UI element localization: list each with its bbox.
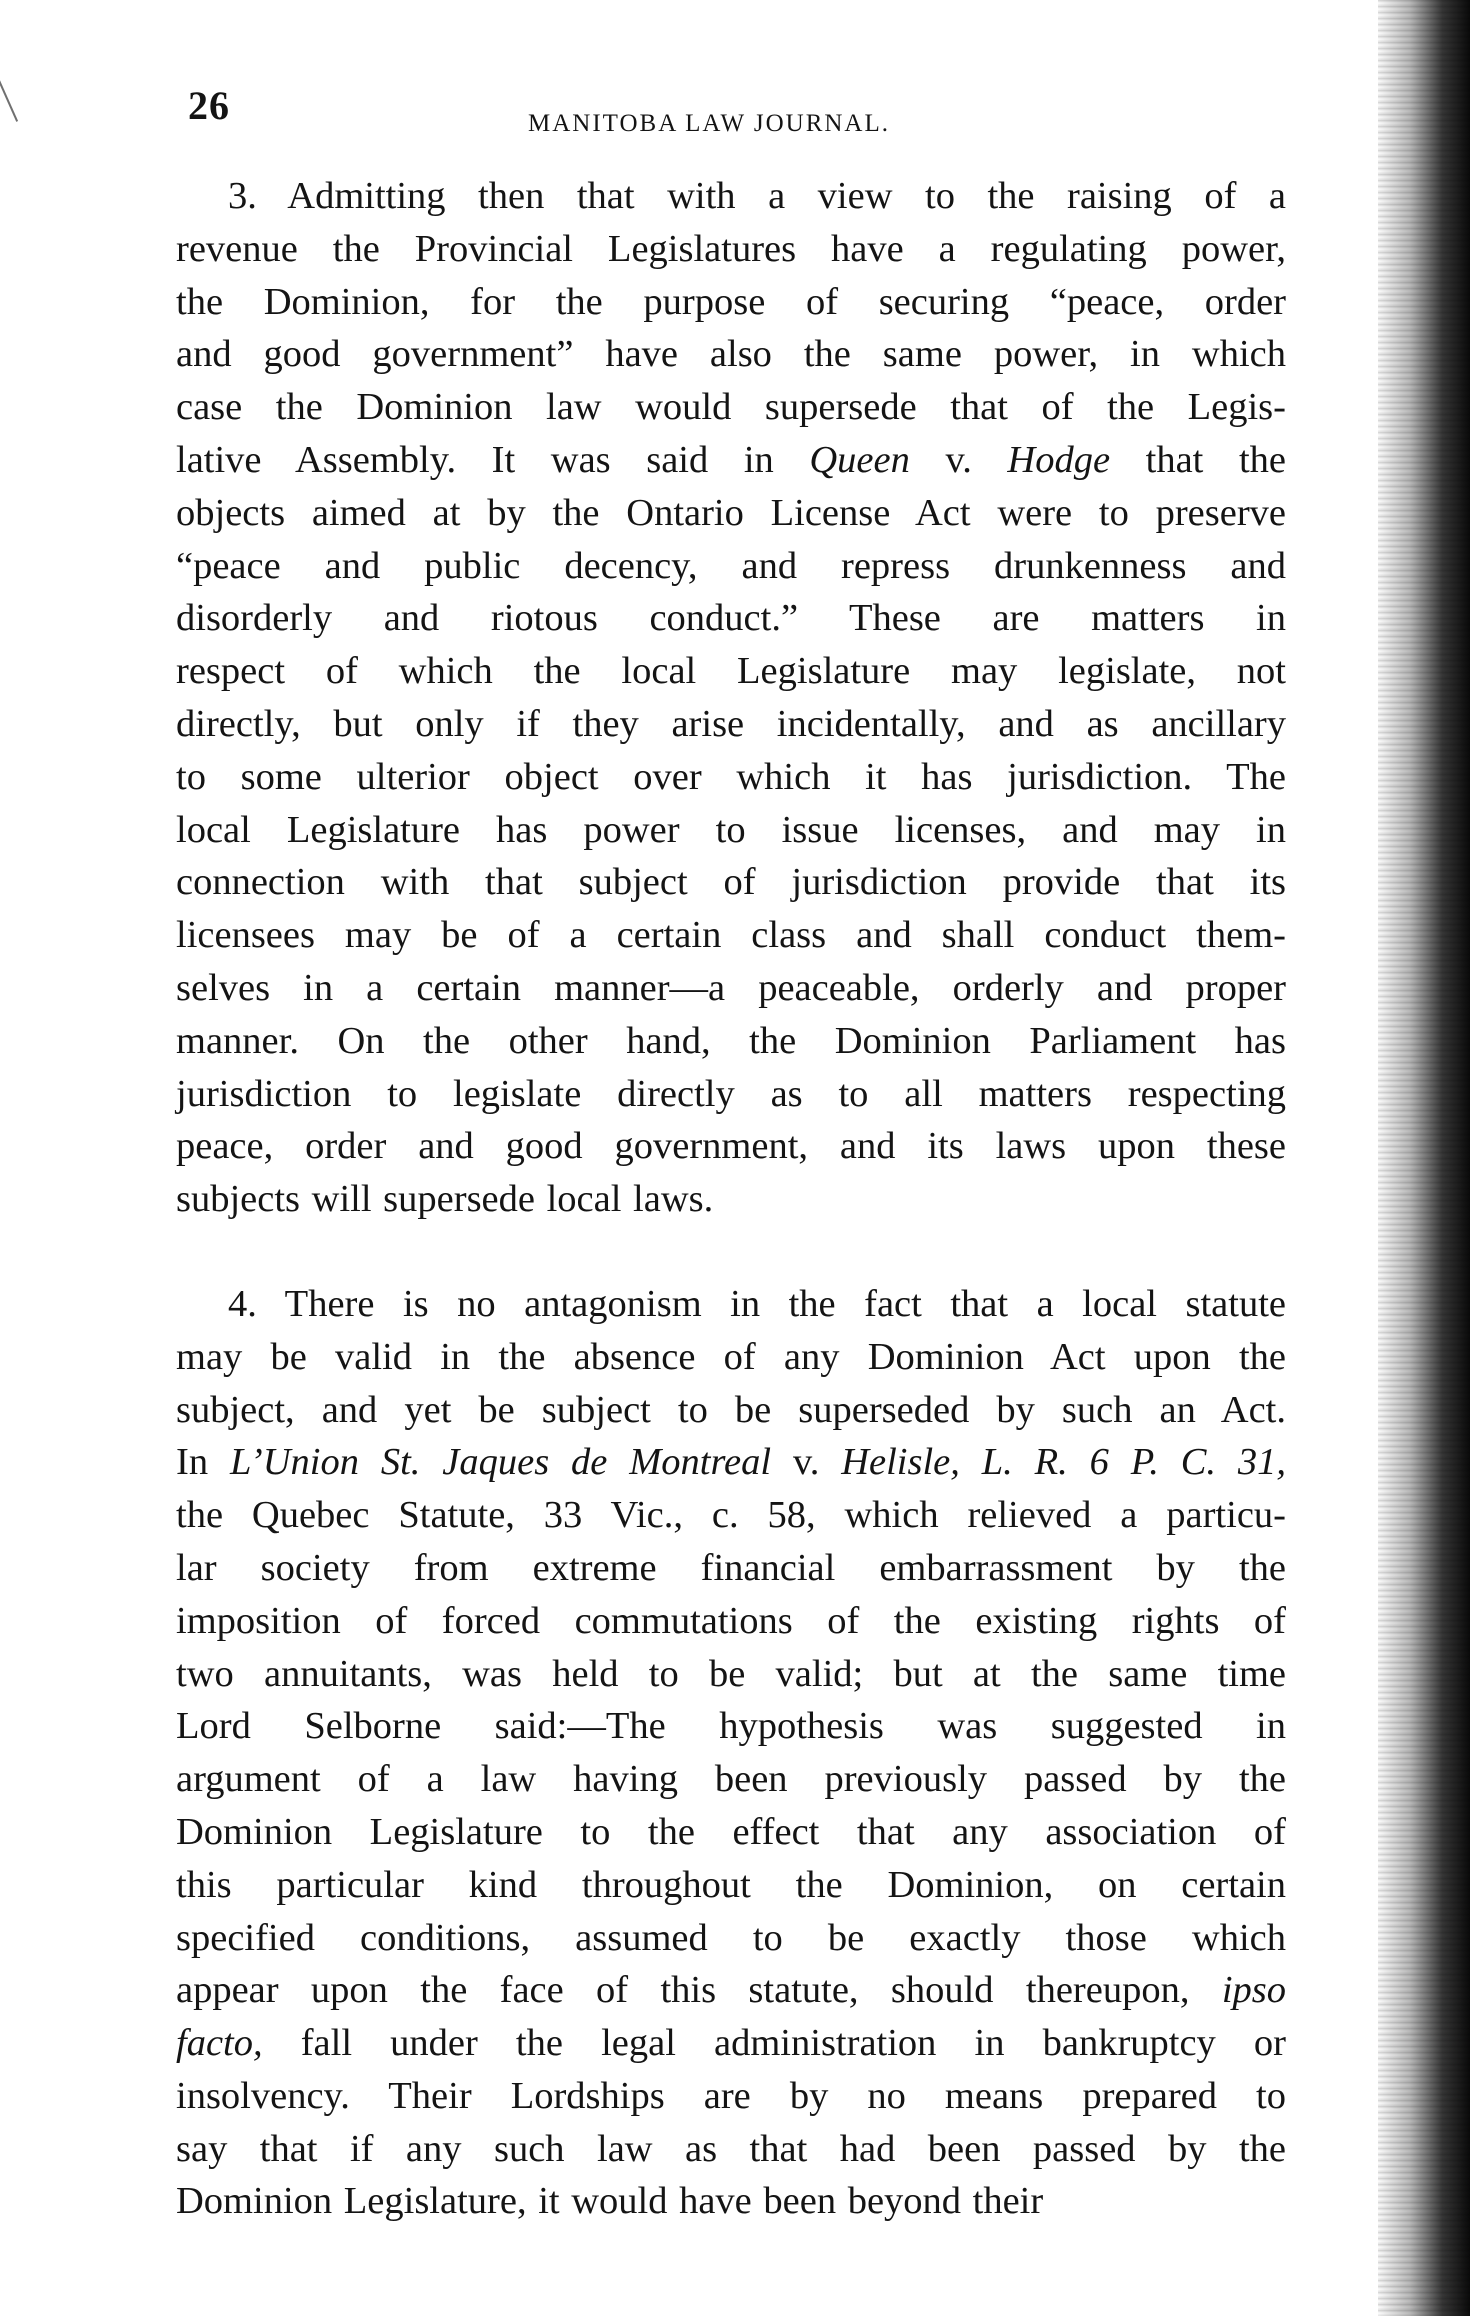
line-text: 3. Admitting then that with a view to the raising of a <box>228 175 1286 217</box>
line-text: specified conditions, assumed to be exactly those which <box>176 1916 1286 1959</box>
line-text: imposition of forced commutations of the existing rights of <box>176 1599 1286 1642</box>
line-text: Dominion Legislature to the effect that any association of <box>176 1810 1286 1853</box>
line-text: fall under the legal administration in bankruptcy or <box>262 2022 1286 2065</box>
text-line <box>176 540 1286 593</box>
text-line <box>176 1436 1286 1489</box>
line-text: may be valid in the absence of any Dominion Act upon the <box>176 1335 1286 1378</box>
text-line <box>176 2123 1286 2176</box>
text-line <box>176 1700 1286 1753</box>
line-text: the Dominion, for the purpose of securing “peace, order <box>176 280 1286 323</box>
text-line <box>176 1173 1286 1226</box>
line-text: directly, but only if they arise incidentally, and as ancillary <box>176 702 1286 745</box>
text-line <box>176 1015 1286 1068</box>
line-text: manner. On the other hand, the Dominion Parliament has <box>176 1019 1286 1062</box>
line-text: subject, and yet be subject to be superseded by such an Act. <box>176 1388 1286 1431</box>
line-text: say that if any such law as that had been passed by the <box>176 2127 1286 2170</box>
line-text: this particular kind throughout the Dominion, on certain <box>176 1863 1286 1906</box>
line-text: lar society from extreme financial embarrassment by the <box>176 1546 1286 1589</box>
text-line <box>176 1648 1286 1701</box>
text-line <box>176 1964 1286 2017</box>
line-text: respect of which the local Legislature may legislate, not <box>176 650 1286 693</box>
line-text: v. <box>771 1441 842 1484</box>
line-text: and good government” have also the same power, in which <box>176 333 1286 376</box>
body-text <box>176 170 1286 2228</box>
line-text: argument of a law having been previously passed by the <box>176 1758 1286 1801</box>
line-text: subjects will supersede local laws. <box>176 1178 714 1221</box>
line-text: objects aimed at by the Ontario License Act were to preserve <box>176 491 1286 534</box>
text-line <box>176 2070 1286 2123</box>
line-text: appear upon the face of this statute, should thereupon, <box>176 1969 1222 2012</box>
line-text: In <box>176 1441 230 1484</box>
text-line <box>176 1068 1286 1121</box>
line-text: case the Dominion law would supersede that of the Legis- <box>176 386 1286 429</box>
text-line <box>176 2017 1286 2070</box>
line-text: Lord Selborne said:—The hypothesis was suggested in <box>176 1705 1286 1748</box>
text-line <box>176 1278 1286 1331</box>
text-line <box>176 1331 1286 1384</box>
line-text: disorderly and riotous conduct.” These are matters in <box>176 597 1286 640</box>
text-line <box>176 223 1286 276</box>
line-text: Dominion Legislature, it would have been beyond their <box>176 2180 1044 2223</box>
italic-citation: Helisle, L. R. 6 P. C. 31, <box>841 1441 1287 1484</box>
line-text: “peace and public decency, and repress drunkenness and <box>176 544 1286 587</box>
page-header <box>188 80 1268 150</box>
paragraph <box>176 1278 1286 2228</box>
text-line <box>176 909 1286 962</box>
running-head: MANITOBA LAW JOURNAL. <box>528 110 890 137</box>
page-number: 26 <box>188 83 230 128</box>
line-text: licensees may be of a certain class and shall conduct them- <box>176 914 1286 957</box>
text-line <box>176 1120 1286 1173</box>
margin-mark <box>0 66 18 122</box>
paragraph <box>176 170 1286 1226</box>
line-text: revenue the Provincial Legislatures have a regulating power, <box>176 227 1286 270</box>
line-text: that the <box>1110 438 1286 481</box>
italic-citation: L’Union St. Jaques de Montreal <box>229 1441 772 1484</box>
text-line <box>176 328 1286 381</box>
line-text: jurisdiction to legislate directly as to all matters respecting <box>176 1072 1286 1115</box>
line-text: selves in a certain manner—a peaceable, orderly and proper <box>176 966 1286 1009</box>
text-line <box>176 276 1286 329</box>
line-text: lative Assembly. It was said in <box>176 438 810 481</box>
text-line <box>176 1859 1286 1912</box>
text-line <box>176 1595 1286 1648</box>
line-text: 4. There is no antagonism in the fact that a local statute <box>228 1282 1286 1325</box>
italic-citation: Hodge <box>1007 438 1111 481</box>
line-text: peace, order and good government, and its laws upon these <box>176 1125 1286 1168</box>
text-line <box>176 1912 1286 1965</box>
italic-citation: ipso <box>1221 1969 1286 2012</box>
text-line <box>176 434 1286 487</box>
text-line <box>176 1384 1286 1437</box>
italic-citation: facto, <box>176 2022 263 2065</box>
line-text: connection with that subject of jurisdiction provide that its <box>176 861 1286 904</box>
text-line <box>176 962 1286 1015</box>
italic-citation: Queen <box>809 438 910 481</box>
text-line <box>176 170 1286 223</box>
line-text: the Quebec Statute, 33 Vic., c. 58, which relieved a particu- <box>176 1494 1286 1537</box>
text-line <box>176 1806 1286 1859</box>
line-text: v. <box>909 438 1008 481</box>
text-line <box>176 487 1286 540</box>
text-line <box>176 751 1286 804</box>
text-line <box>176 1489 1286 1542</box>
line-text: insolvency. Their Lordships are by no means prepared to <box>176 2074 1286 2117</box>
text-line <box>176 1542 1286 1595</box>
text-line <box>176 804 1286 857</box>
text-line <box>176 698 1286 751</box>
text-line <box>176 381 1286 434</box>
paragraph-gap <box>176 1226 1286 1278</box>
text-line <box>176 645 1286 698</box>
text-line <box>176 2175 1286 2228</box>
line-text: to some ulterior object over which it has jurisdiction. The <box>176 755 1286 798</box>
binding-edge-shadow <box>1378 0 1470 2316</box>
line-text: two annuitants, was held to be valid; but at the same time <box>176 1652 1286 1695</box>
text-line <box>176 856 1286 909</box>
text-line <box>176 1753 1286 1806</box>
line-text: local Legislature has power to issue licenses, and may in <box>176 808 1286 851</box>
text-line <box>176 592 1286 645</box>
